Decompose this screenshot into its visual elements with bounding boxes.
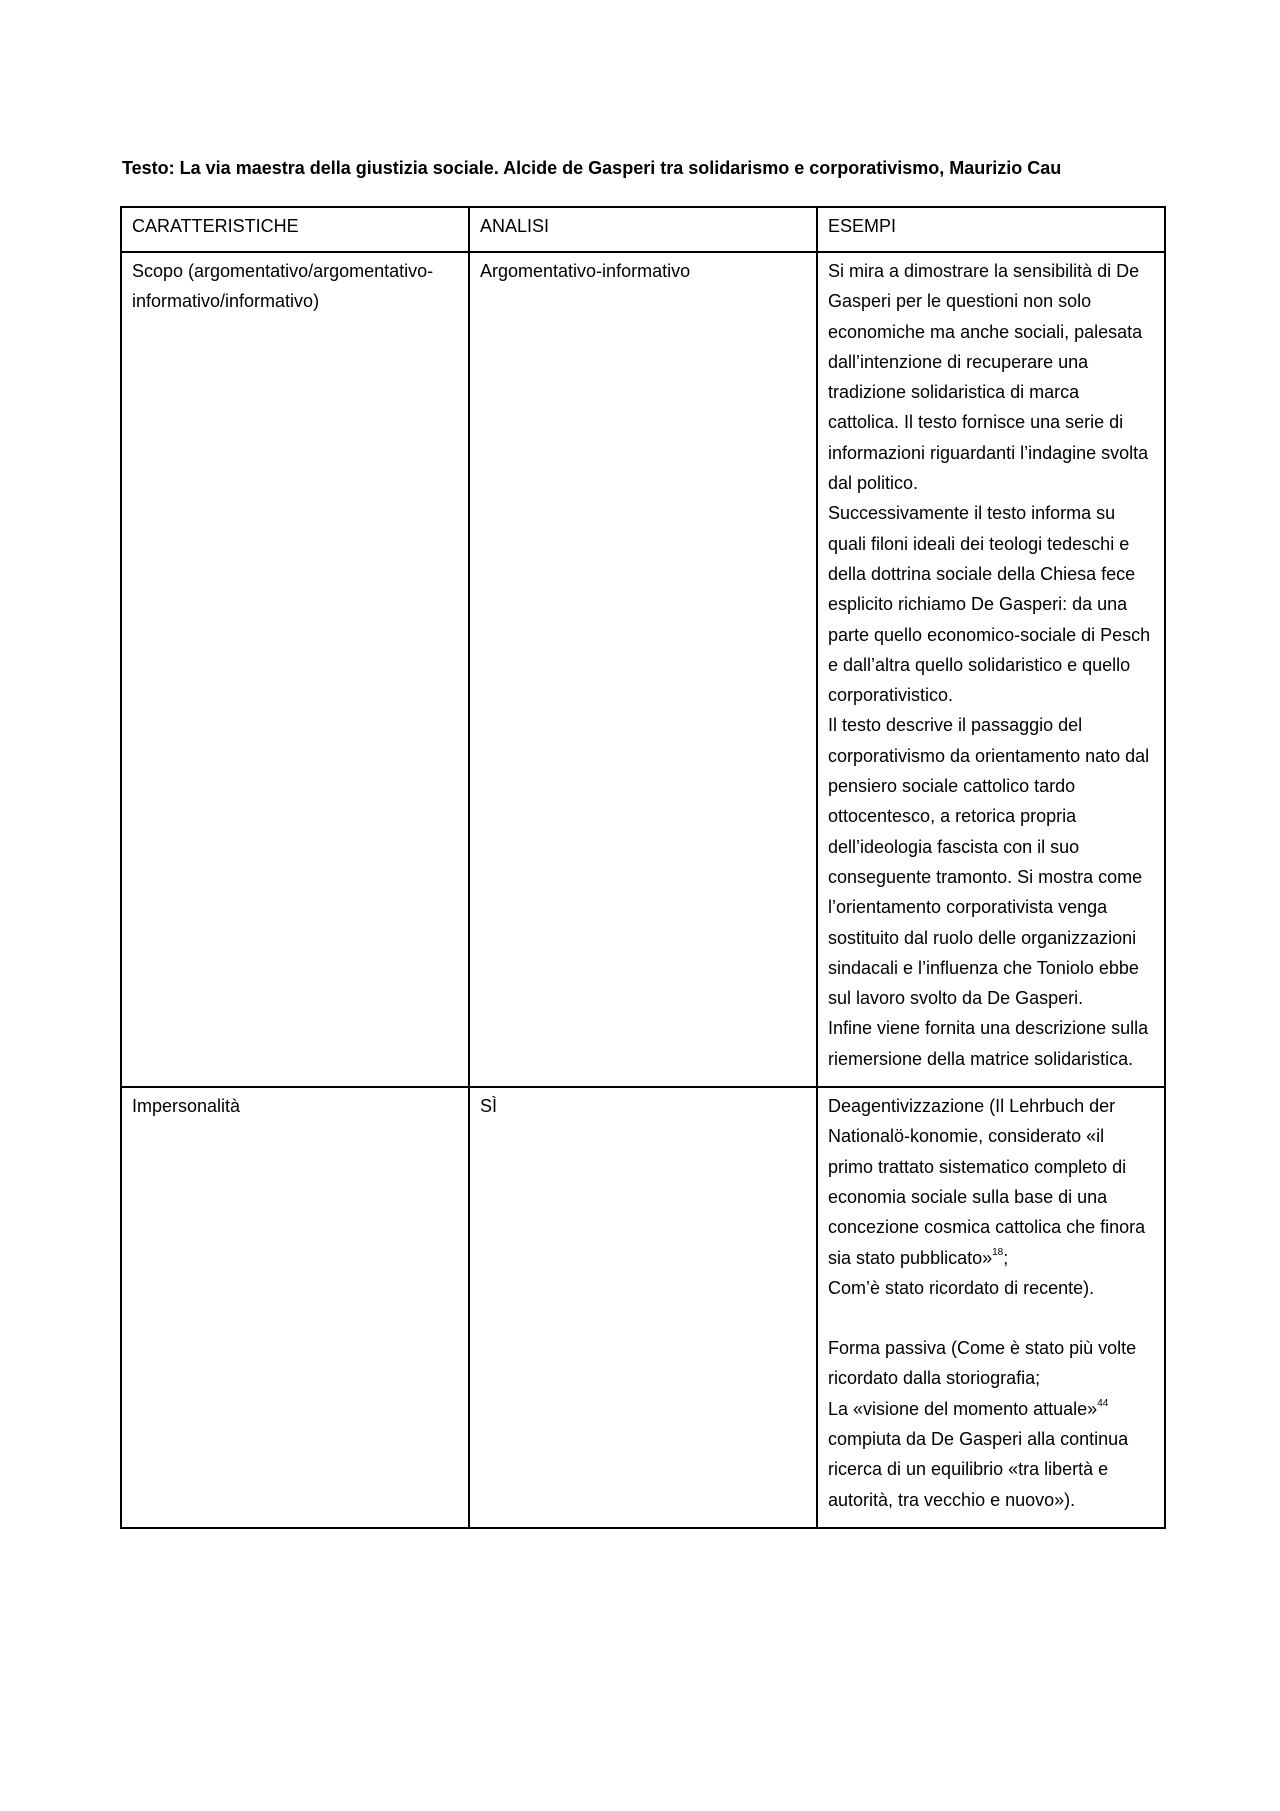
table-header-row bbox=[121, 207, 1165, 252]
esempi-paragraph: Si mira a dimostrare la sensibilità di De Gasperi per le questioni non solo economiche ma anche sociali, palesata dall’intenzione di recuperare una tradizione solidaristica di marca cattolica. Il testo fornisce una serie di informazioni riguardanti l’indagine svolta dal politico. bbox=[828, 261, 1149, 494]
caratteristica-impersonalita: Impersonalità bbox=[132, 1096, 241, 1117]
footnote-marker: 44 bbox=[1097, 1397, 1109, 1409]
header-esempi: ESEMPI bbox=[817, 207, 1165, 252]
header-caratteristiche: CARATTERISTICHE bbox=[121, 207, 469, 252]
page-title: Testo: La via maestra della giustizia sociale. Alcide de Gasperi tra solidarismo e corporativismo, Maurizio Cau bbox=[122, 158, 1062, 178]
esempi-passive-line2 bbox=[828, 1394, 1154, 1515]
esempi-deagentivizzazione bbox=[828, 1091, 1154, 1273]
paragraph-gap bbox=[828, 1303, 1154, 1333]
passive-text: La «visione del momento attuale» bbox=[828, 1398, 1098, 1419]
analisi-impersonalita: SÌ bbox=[480, 1096, 498, 1117]
footnote-marker: 18 bbox=[992, 1246, 1004, 1258]
passive-end: compiuta da De Gasperi alla continua ricerca di un equilibrio «tra libertà e autorità, tra vecchio e nuovo»). bbox=[828, 1428, 1129, 1510]
deagent-text: Deagentivizzazione (Il Lehrbuch der Nationalö-konomie, considerato «il primo trattato sistematico completo di economia sociale sulla base di una concezione cosmica cattolica che finora sia stato pubblicato» bbox=[828, 1096, 1146, 1268]
cell-caratteristica bbox=[121, 252, 469, 1087]
analisi-scopo: Argomentativo-informativo bbox=[480, 261, 691, 281]
cell-esempi bbox=[817, 1087, 1165, 1528]
esempi-deagent-line2: Com’è stato ricordato di recente). bbox=[828, 1277, 1095, 1298]
cell-caratteristica bbox=[121, 1087, 469, 1528]
header-analisi: ANALISI bbox=[469, 207, 817, 252]
cell-esempi bbox=[817, 252, 1165, 1087]
esempi-paragraph: Il testo descrive il passaggio del corporativismo da orientamento nato dal pensiero sociale cattolico tardo ottocentesco, a retorica propria dell’ideologia fascista con il suo conseguente tramonto. Si mostra come l’orientamento corporativista venga sostituito dal ruolo delle organizzazioni sindacali e l’influenza che Toniolo ebbe sul lavoro svolto da De Gasperi. bbox=[828, 715, 1150, 1009]
caratteristica-scopo: Scopo (argomentativo/argomentativo-informativo/informativo) bbox=[132, 261, 434, 312]
table-row bbox=[121, 252, 1165, 1087]
esempi-paragraph: Infine viene fornita una descrizione sulla riemersione della matrice solidaristica. bbox=[828, 1018, 1149, 1069]
cell-analisi bbox=[469, 252, 817, 1087]
analysis-table bbox=[120, 206, 1166, 1529]
deagent-end: ; bbox=[1003, 1247, 1009, 1268]
esempi-paragraph: Successivamente il testo informa su quali filoni ideali dei teologi tedeschi e della dottrina sociale della Chiesa fece esplicito richiamo De Gasperi: da una parte quello economico-sociale di Pesch e dall’altra quello solidaristico e quello corporativistico. bbox=[828, 503, 1151, 706]
esempi-forma-passiva: Forma passiva (Come è stato più volte ricordato dalla storiografia; bbox=[828, 1338, 1137, 1389]
cell-analisi bbox=[469, 1087, 817, 1528]
table-row bbox=[121, 1087, 1165, 1528]
